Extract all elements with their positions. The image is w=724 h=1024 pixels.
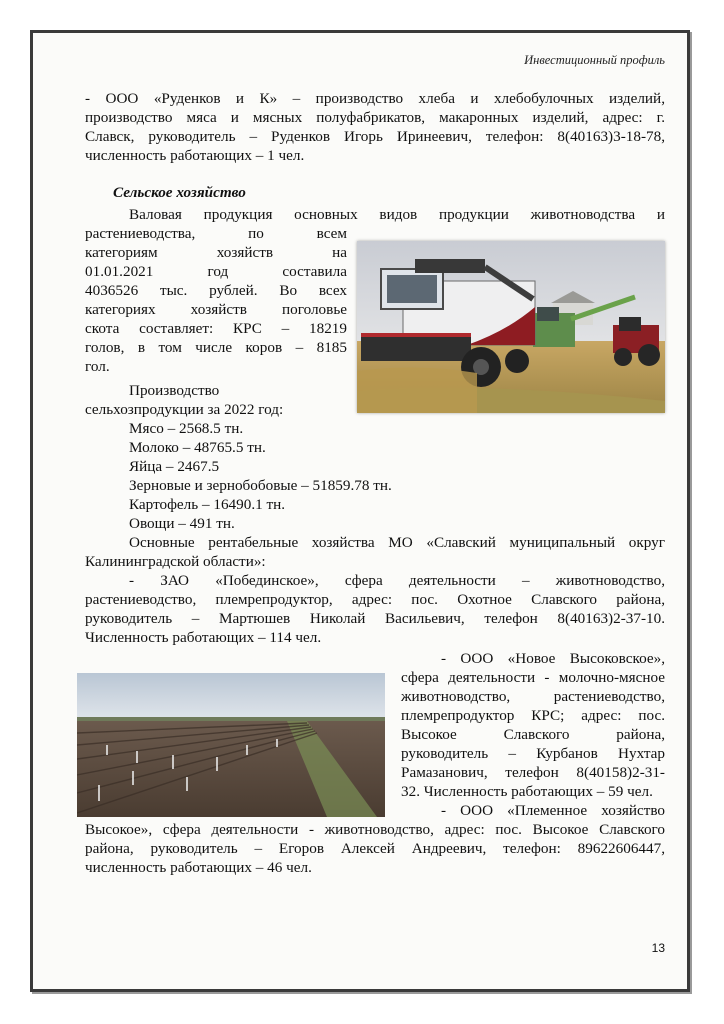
agri-line: категориям хозяйств на [85, 244, 347, 261]
farm-2-block [401, 649, 665, 801]
intro-line: Славск, руководитель – Руденков Игорь Иринеевич, телефон: 8(40163)3-18-78, [85, 128, 665, 145]
agri-first-line: Валовая продукция основных видов продукции животноводства и [129, 206, 665, 223]
farm-3-first-line: - ООО «Племенное хозяйство [441, 802, 665, 819]
farm-1-line: - ЗАО «Побединское», сфера деятельности – животноводство, [129, 572, 665, 589]
farm-3-body [85, 820, 665, 877]
farm-2-line: 32. Численность работающих – 59 чел. [401, 783, 653, 800]
farm-2-line: животноводство, растениеводство, [401, 688, 665, 705]
production-item: Картофель – 16490.1 тн. [129, 496, 286, 513]
agri-line: скота составляет: КРС – 18219 [85, 320, 347, 337]
section-heading: Сельское хозяйство [113, 184, 246, 201]
farm-3-line: Высокое», сфера деятельности - животноводство, адрес: пос. Высокое Славского [85, 821, 665, 838]
production-list [129, 419, 392, 533]
farm-2-line: племрепродуктор КРС; адрес: пос. [401, 707, 665, 724]
intro-line: численность работающих – 1 чел. [85, 147, 305, 164]
farm-2-line: - ООО «Новое Высоковское», [441, 650, 665, 667]
farm-2-line: руководитель – Курбанов Нухтар [401, 745, 665, 762]
production-intro-line2: сельхозпродукции за 2022 год: [85, 401, 284, 418]
agri-line: растениеводства, по всем [85, 225, 347, 242]
intro-line: - ООО «Руденков и К» – производство хлеба и хлебобулочных изделий, [85, 90, 665, 107]
farms-intro-line1: Основные рентабельные хозяйства МО «Славский муниципальный округ [129, 534, 665, 551]
farm-3-line: численность работающих – 46 чел. [85, 859, 312, 876]
field-photo-image [77, 673, 385, 817]
harvester-photo-image [357, 241, 665, 413]
agri-wrapped [85, 224, 347, 376]
farm-1-line: растениеводство, племрепродуктор, адрес: пос. Охотное Славского района, [85, 591, 665, 608]
farm-1-body [85, 590, 665, 647]
production-intro-line1: Производство [129, 382, 220, 399]
production-item: Молоко – 48765.5 тн. [129, 439, 266, 456]
production-item: Зерновые и зернобобовые – 51859.78 тн. [129, 477, 392, 494]
field-photo [77, 673, 385, 817]
agri-line: гол. [85, 358, 110, 375]
agri-line: категориях хозяйств поголовье [85, 301, 347, 318]
farm-1-line: Численность работающих – 114 чел. [85, 629, 322, 646]
intro-line: производство мяса и мясных полуфабрикатов, макаронных изделий, адрес: г. [85, 109, 665, 126]
page-frame [30, 30, 690, 992]
farm-2-line: Рамазанович, телефон 8(40158)2-31- [401, 764, 665, 781]
agri-line: 01.01.2021 год составила [85, 263, 347, 280]
production-item: Овощи – 491 тн. [129, 515, 235, 532]
farm-2-line: сфера деятельности - молочно-мясное [401, 669, 665, 686]
farm-2-line: Высокое Славского района, [401, 726, 665, 743]
agri-line: 4036526 тыс. рублей. Во всех [85, 282, 347, 299]
farms-intro-line2: Калининградской области»: [85, 553, 266, 570]
farm-1-line: руководитель – Мартюшев Николай Васильевич, телефон 8(40163)2-37-10. [85, 610, 665, 627]
intro-paragraph [85, 89, 665, 165]
production-item: Мясо – 2568.5 тн. [129, 420, 244, 437]
agri-line: голов, в том числе коров – 8185 [85, 339, 347, 356]
production-item: Яйца – 2467.5 [129, 458, 220, 475]
page-number: 13 [651, 941, 665, 955]
farm-3-line: района, руководитель – Егоров Алексей Андреевич, телефон: 89622606447, [85, 840, 665, 857]
harvester-photo [357, 241, 665, 413]
header-title: Инвестиционный профиль [524, 53, 665, 67]
